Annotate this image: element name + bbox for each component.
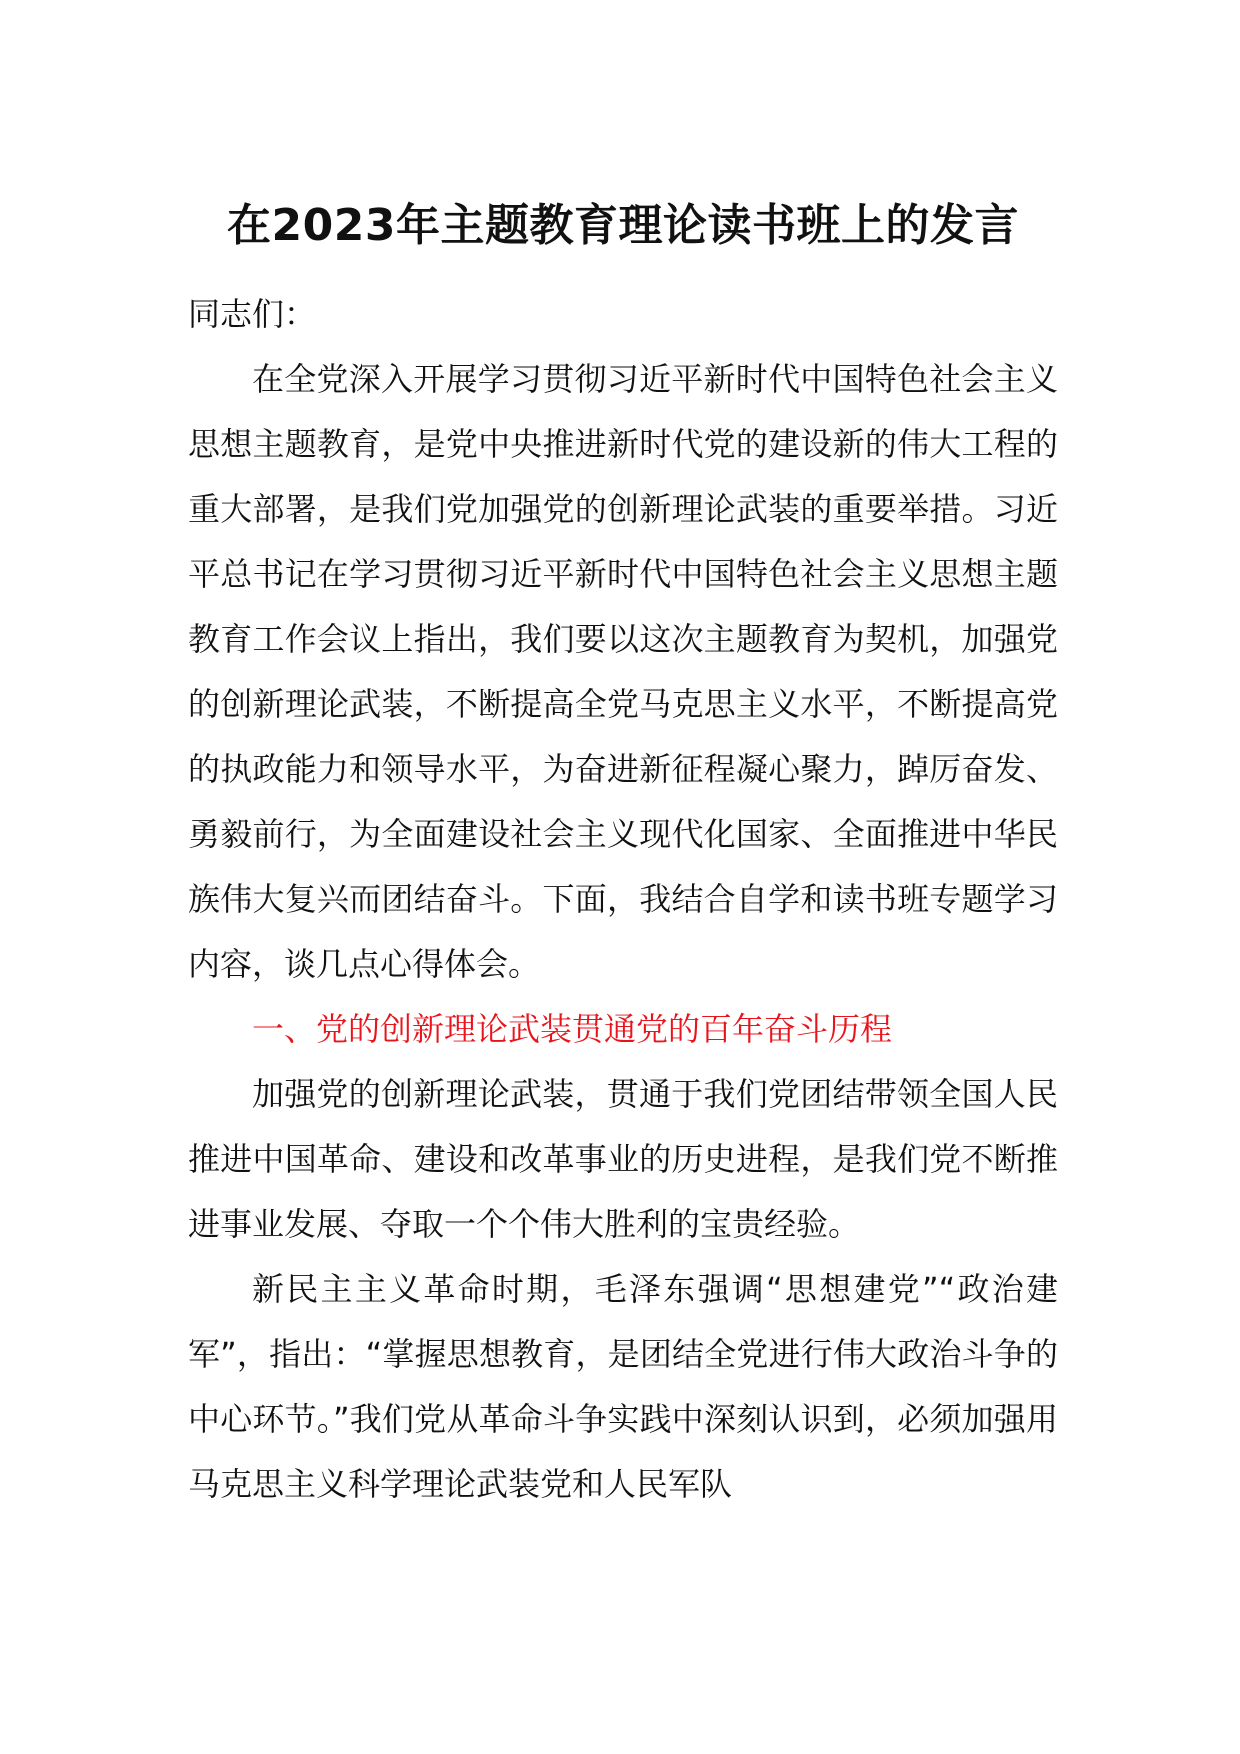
section-paragraph-2: 新民主主义革命时期，毛泽东强调“思想建党”“政治建军”，指出：“掌握思想教育，是团结全党进行伟大政治斗争的中心环节。”我们党从革命斗争实践中深刻认识到，必须加强用马克思主义科学理论武装党和人民军队 <box>188 1270 1058 1503</box>
section-paragraph-1: 加强党的创新理论武装，贯通于我们党团结带领全国人民推进中国革命、建设和改革事业的历史进程，是我们党不断推进事业发展、夺取一个个伟大胜利的宝贵经验。 <box>188 1075 1058 1243</box>
intro-paragraph: 在全党深入开展学习贯彻习近平新时代中国特色社会主义思想主题教育，是党中央推进新时代党的建设新的伟大工程的重大部署，是我们党加强党的创新理论武装的重要举措。习近平总书记在学习贯彻习近平新时代中国特色社会主义思想主题教育工作会议上指出，我们要以这次主题教育为契机，加强党的创新理论武装，不断提高全党马克思主义水平，不断提高党的执政能力和领导水平，为奋进新征程凝心聚力，踔厉奋发、勇毅前行，为全面建设社会主义现代化国家、全面推进中华民族伟大复兴而团结奋斗。下面，我结合自学和读书班专题学习内容，谈几点心得体会。 <box>188 360 1058 983</box>
salutation: 同志们： <box>188 295 317 333</box>
document-title: 在2023年主题教育理论读书班上的发言 <box>227 200 1019 251</box>
section-heading: 一、党的创新理论武装贯通党的百年奋斗历程 <box>252 1010 893 1048</box>
document-content <box>188 198 1058 1517</box>
